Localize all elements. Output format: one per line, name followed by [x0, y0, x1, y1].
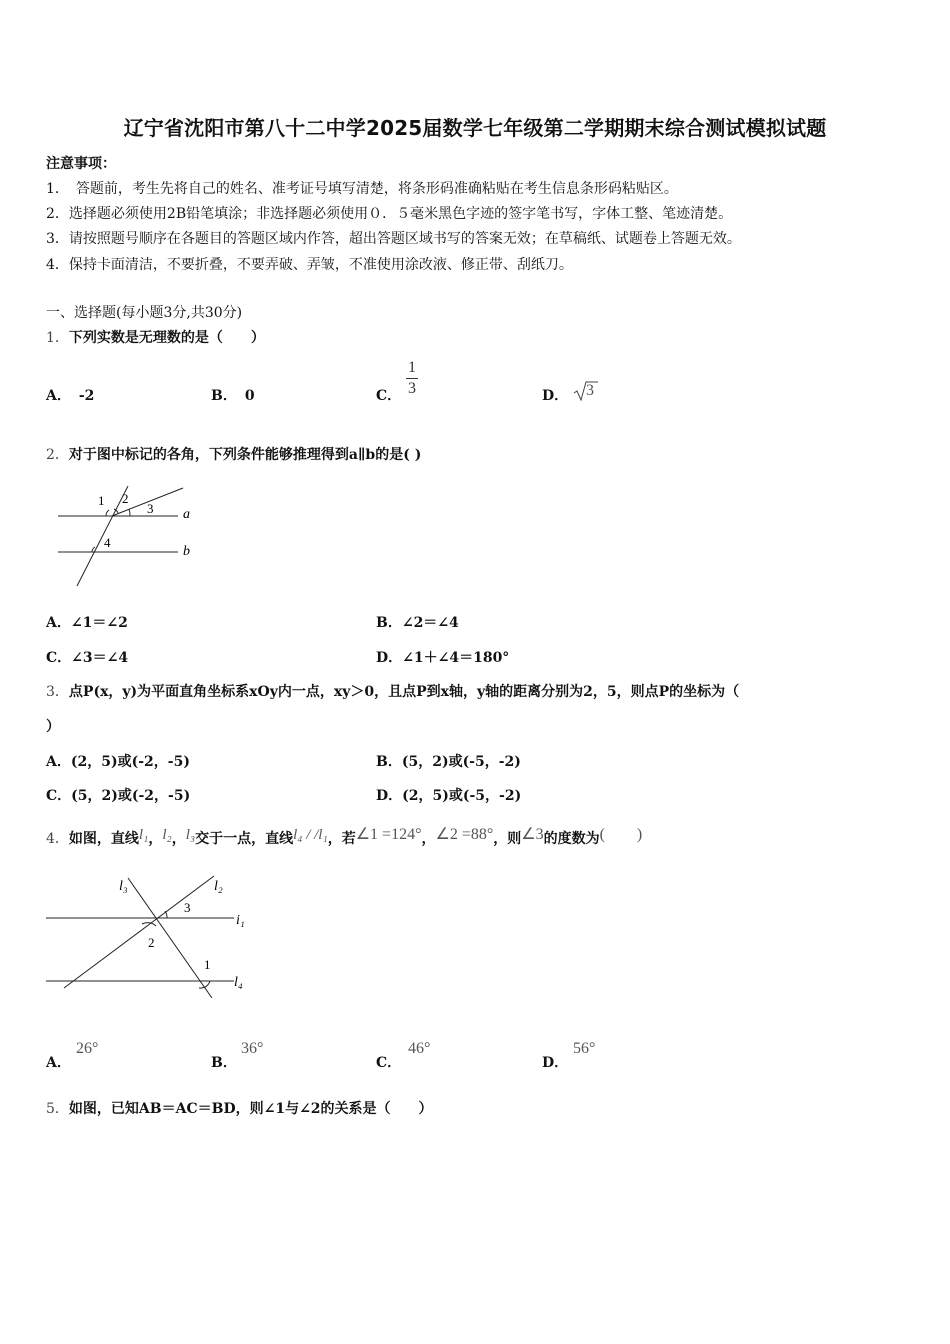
q4-figure [44, 868, 264, 998]
line-label-l1: i₁ [236, 913, 245, 928]
page-title: 辽宁省沈阳市第八十二中学2025届数学七年级第二学期期末综合测试模拟试题 [123, 116, 827, 140]
question-1 [46, 327, 265, 347]
line-label-a: a [183, 507, 190, 522]
stem-part: ，若 [327, 831, 356, 847]
stem-part: 交于一点，直线 [195, 831, 294, 847]
question-number: 1． [46, 330, 69, 346]
line-label-b: b [183, 544, 190, 559]
line-label-l2: l₂ [214, 879, 223, 894]
q4-option-b-value: 36° [241, 1040, 264, 1057]
question-stem-end: ） [46, 719, 60, 735]
question-2 [46, 444, 421, 464]
q4-option-c-label: C． [376, 1055, 402, 1071]
radicand: 3 [586, 382, 594, 399]
q4-option-a-label: A． [46, 1055, 71, 1071]
question-4 [46, 825, 642, 848]
parallel-condition: l₄ / /l₁ [293, 827, 328, 843]
angle-label-1: 1 [204, 957, 211, 972]
q2-option-b: B．∠2＝∠4 [376, 615, 459, 631]
angle-label-2: 2 [148, 935, 155, 950]
q4-option-a-value: 26° [76, 1040, 99, 1057]
option-value: -2 [78, 388, 95, 404]
question-stem: 如图，已知AB＝AC＝BD，则∠1与∠2的关系是（ ） [68, 1101, 433, 1117]
q3-option-b: B．(5，2)或(-5，-2) [376, 754, 521, 770]
separator: ， [148, 831, 163, 847]
line-symbol-l3: l₃ [185, 827, 196, 843]
q1-option-d-sqrt [573, 380, 599, 406]
notice-item: 3．请按照题号顺序在各题目的答题区域内作答，超出答题区域书写的答案无效；在草稿纸、试题卷上答题无效。 [46, 231, 741, 247]
q3-option-a: A．(2，5)或(-2，-5) [46, 754, 190, 770]
question-number: 2． [46, 447, 69, 463]
q2-figure [50, 476, 210, 594]
q2-option-a: A．∠1＝∠2 [46, 615, 128, 631]
angle-label-3: 3 [147, 501, 154, 516]
q4-option-b-label: B． [211, 1055, 237, 1071]
q1-option-b [211, 385, 255, 405]
q1-option-d-label: D． [542, 388, 569, 404]
option-label: A． [46, 388, 71, 404]
fraction-bar [406, 378, 418, 379]
q4-option-d-value: 56° [573, 1040, 596, 1057]
q1-option-c-label: C． [376, 388, 402, 404]
angle-2-value: ∠2 =88° [435, 826, 494, 843]
stem-part: 的度数为 [543, 831, 600, 847]
angle-label-1: 1 [98, 493, 105, 508]
q1-option-a [46, 385, 94, 405]
fraction-numerator: 1 [408, 359, 416, 376]
question-number: 4． [46, 831, 69, 847]
angle-label-4: 4 [104, 535, 111, 550]
fraction-denominator: 3 [408, 380, 416, 397]
angle-label-3: 3 [184, 900, 191, 915]
line-label-l4: l₄ [234, 975, 243, 990]
notice-item: 4．保持卡面清洁，不要折叠，不要弄破、弄皱，不准使用涂改液、修正带、刮纸刀。 [46, 257, 573, 273]
notice-item: 1． 答题前，考生先将自己的姓名、准考证号填写清楚，将条形码准确粘贴在考生信息条形码粘贴区。 [46, 181, 678, 197]
q1-option-c-fraction [406, 360, 418, 397]
question-stem: 对于图中标记的各角，下列条件能够推理得到a∥b的是( ) [68, 447, 422, 463]
line-symbol-l2: l₂ [162, 827, 172, 843]
answer-paren: ( ) [599, 826, 643, 843]
angle-label-2: 2 [122, 491, 129, 506]
line-label-l3: l₃ [119, 879, 128, 894]
q2-option-d: D．∠1＋∠4＝180° [376, 650, 510, 666]
angle-arc [106, 510, 109, 516]
question-number: 3． [46, 684, 69, 700]
angle-arc-3 [165, 911, 167, 918]
question-3 [46, 681, 739, 701]
angle-1-value: ∠1 =124° [355, 826, 422, 843]
q4-option-d-label: D． [542, 1055, 569, 1071]
line-symbol-l1: l₁ [138, 827, 149, 843]
separator: ， [171, 831, 186, 847]
question-number: 5． [46, 1101, 69, 1117]
stem-part: ，则 [493, 831, 522, 847]
separator: ， [421, 831, 436, 847]
line-l3 [128, 878, 212, 998]
section-heading: 一、选择题(每小题3分,共30分) [46, 305, 243, 321]
notice-header: 注意事项： [46, 156, 116, 172]
question-stem: 下列实数是无理数的是（ ） [68, 330, 265, 346]
angle-3-symbol: ∠3 [521, 826, 544, 843]
stem-part: 如图，直线 [68, 831, 139, 847]
option-label: B． [211, 388, 237, 404]
question-stem: 点P(x，y)为平面直角坐标系xOy内一点，xy＞0，且点P到x轴，y轴的距离分别为2，5，则点P的坐标为（ [68, 684, 740, 700]
q4-option-c-value: 46° [408, 1040, 431, 1057]
q3-option-c: C．(5，2)或(-2，-5) [46, 788, 191, 804]
q3-option-d: D．(2，5)或(-5，-2) [376, 788, 522, 804]
option-value: 0 [244, 388, 255, 404]
angle-arc [129, 509, 130, 516]
line-l2 [64, 876, 214, 988]
question-5 [46, 1098, 433, 1118]
notice-item: 2．选择题必须使用2B铅笔填涂；非选择题必须使用０．５毫米黑色字迹的签字笔书写，字体工整、笔迹清楚。 [46, 206, 733, 222]
q2-option-c: C．∠3＝∠4 [46, 650, 129, 666]
